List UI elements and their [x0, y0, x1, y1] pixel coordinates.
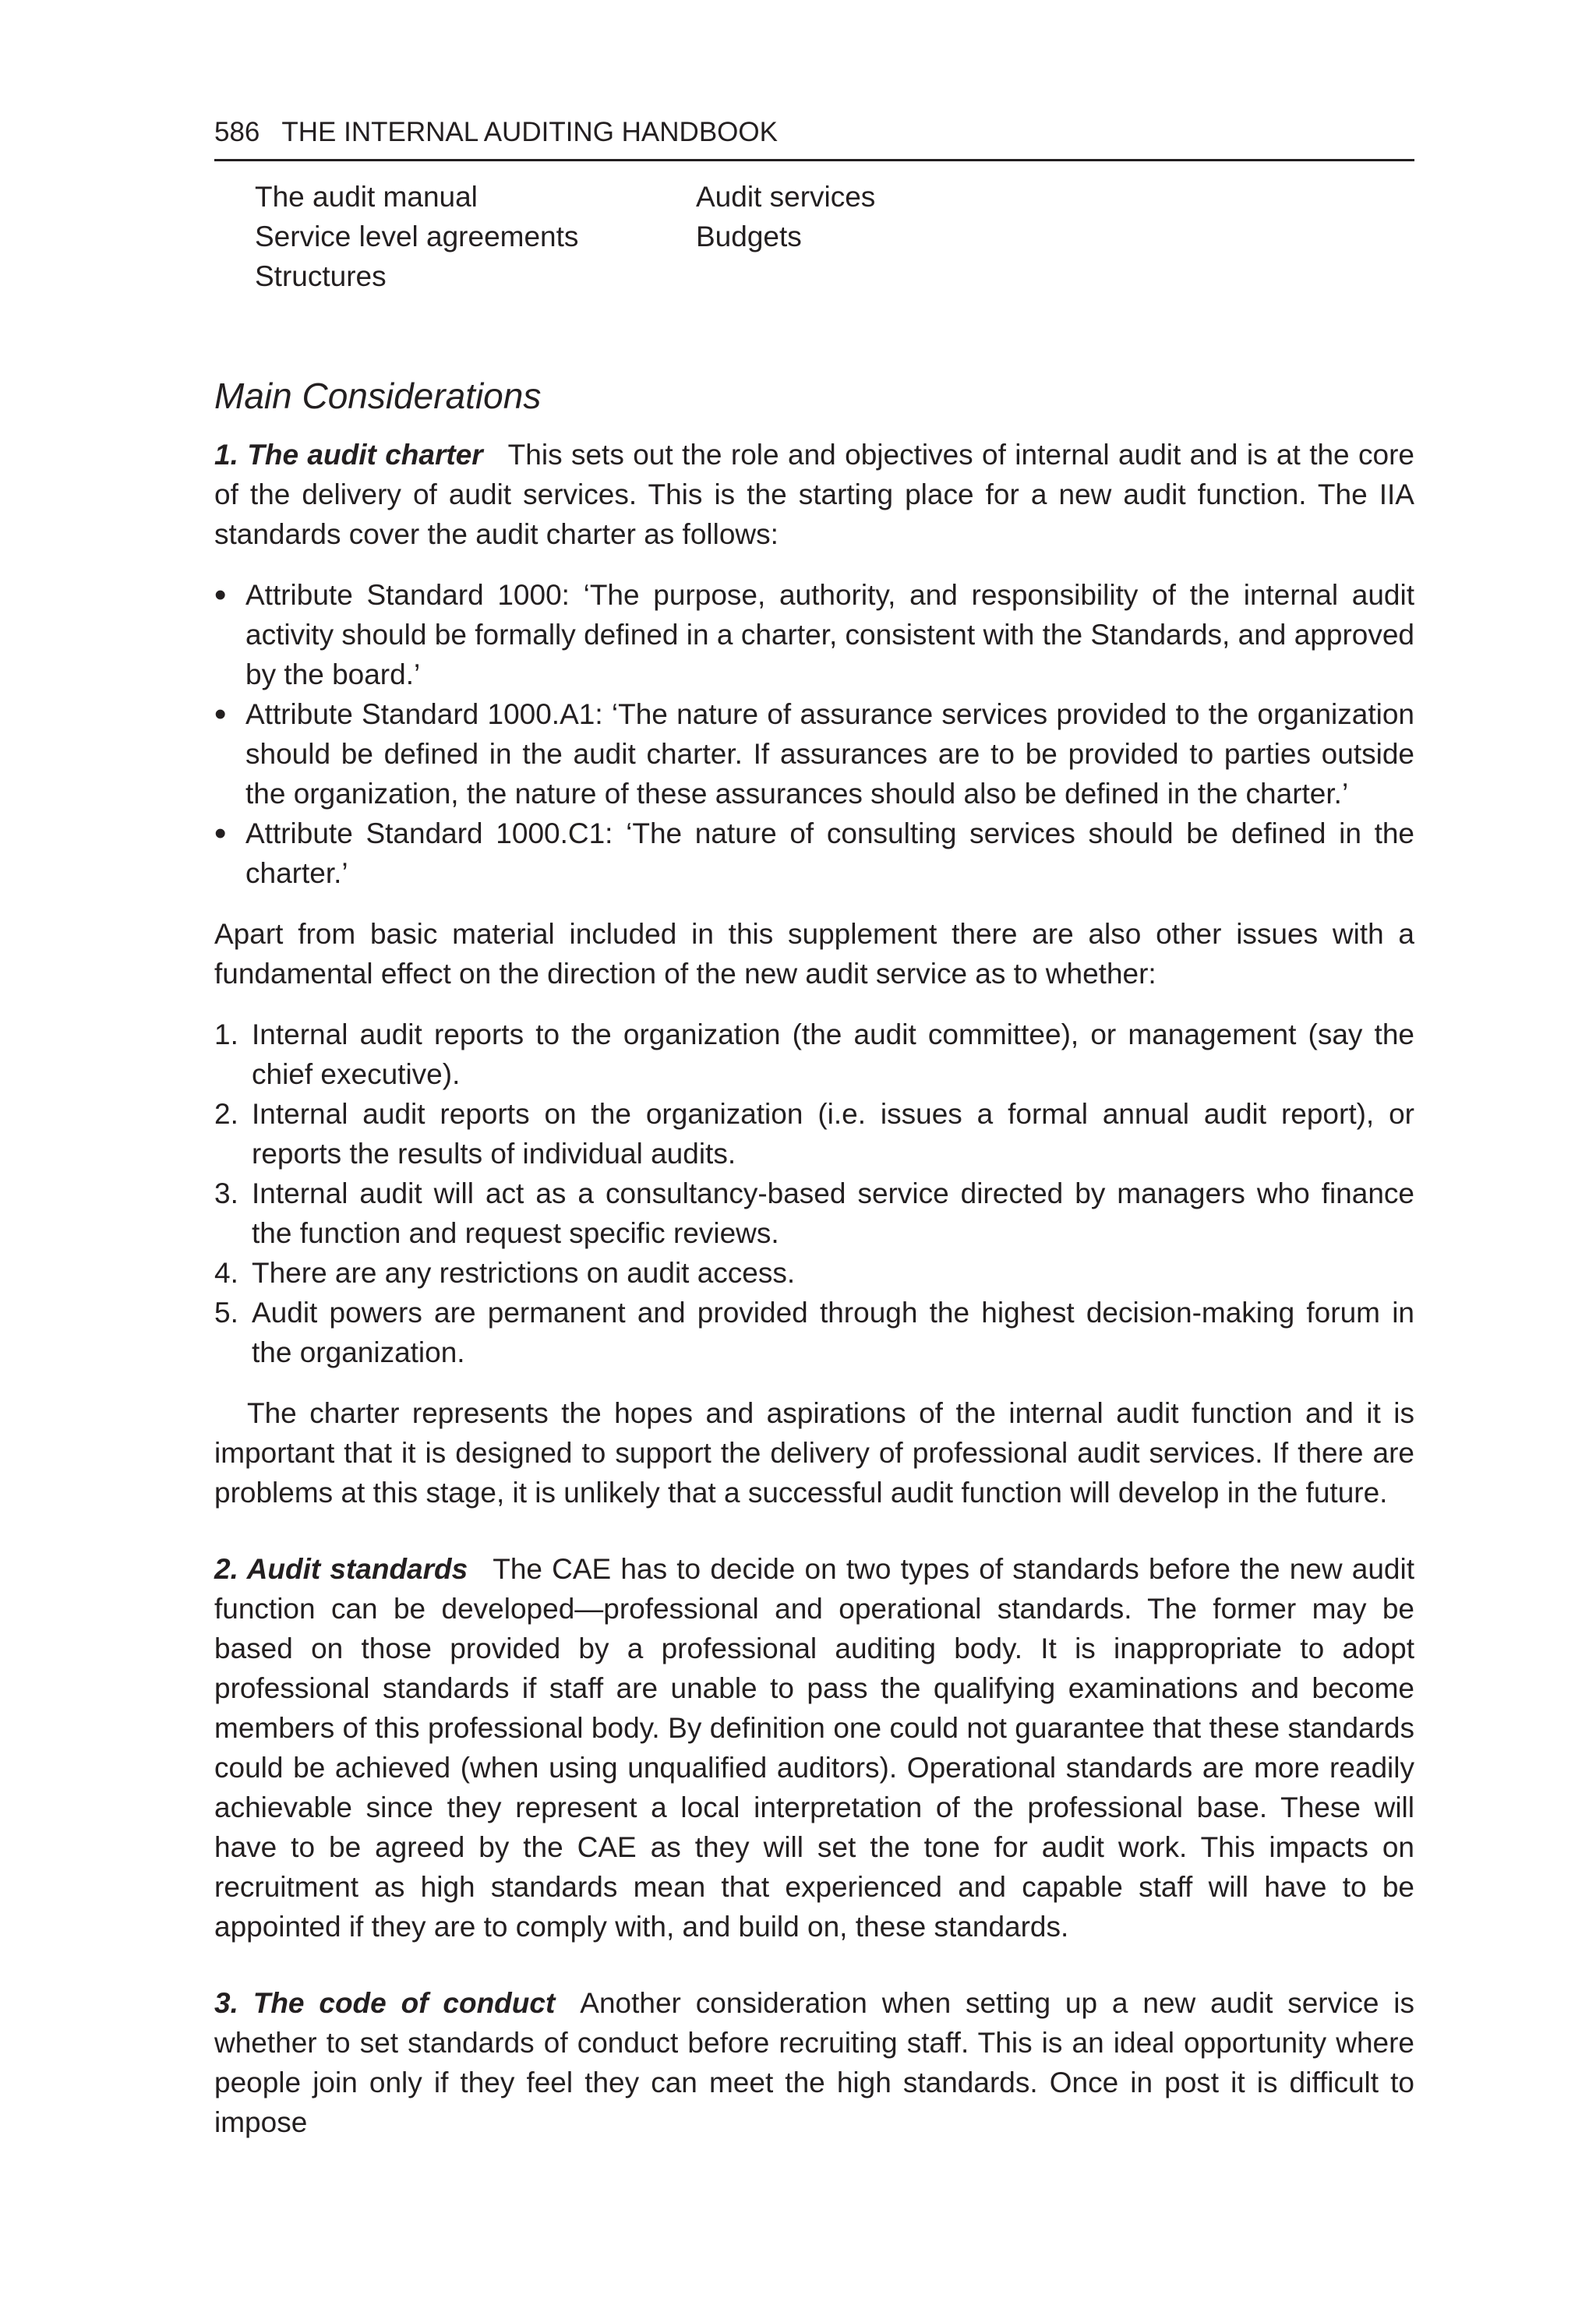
page	[214, 117, 1414, 2142]
item-number: 5.	[214, 1297, 238, 1329]
topic-item: The audit manual	[255, 181, 478, 213]
item-number: 3.	[214, 1177, 238, 1209]
audit-standards-paragraph	[214, 1549, 1414, 1947]
code-of-conduct-text: Another consideration when setting up a new audit service is whether to set standards of conduct before recruiting staff. This is an ideal opportunity where people join only if they feel they can meet the high standards. Once in post it is difficult to impose	[214, 1987, 1414, 2138]
book-title: THE INTERNAL AUDITING HANDBOOK	[281, 117, 778, 147]
running-head	[214, 117, 1414, 161]
item-text: Audit powers are permanent and provided through the highest decision-making forum in the organization.	[252, 1297, 1414, 1368]
bullet-item: • Attribute Standard 1000.A1: ‘The nature of assurance services provided to the organization should be defined in the audit charter. If assurances are to be provided to parties outside the organization, the nature of these assurances should also be defined in the charter.’	[245, 694, 1414, 814]
item-text: Internal audit reports to the organization (the audit committee), or management (say the chief executive).	[252, 1018, 1414, 1090]
code-of-conduct-heading: 3. The code of conduct	[214, 1987, 556, 2019]
topic-item: Structures	[255, 260, 387, 292]
item-number: 1.	[214, 1018, 238, 1050]
item-text: There are any restrictions on audit access.	[252, 1257, 796, 1289]
item-number: 2.	[214, 1098, 238, 1130]
numbered-item	[214, 1174, 1414, 1253]
audit-standards-heading: 2. Audit standards	[214, 1553, 468, 1585]
numbered-item	[214, 1293, 1414, 1372]
charter-paragraph: The charter represents the hopes and aspirations of the internal audit function and it is important that it is designed to support the delivery of professional audit services. If there are problems at this stage, it is unlikely that a successful audit function will develop in the future.	[214, 1397, 1414, 1509]
issues-numbered-list	[214, 1015, 1414, 1372]
bullet-item: • Attribute Standard 1000.C1: ‘The nature of consulting services should be defined in the charter.’	[245, 814, 1414, 893]
numbered-item	[214, 1094, 1414, 1174]
numbered-item	[214, 1015, 1414, 1094]
section-title: Main Considerations	[214, 376, 542, 416]
standards-bullet-list	[214, 575, 1414, 893]
bullet-item: • Attribute Standard 1000: ‘The purpose, authority, and responsibility of the internal audit activity should be formally defined in a charter, consistent with the Standards, and approved by the board.’	[245, 575, 1414, 694]
item-number: 4.	[214, 1257, 238, 1289]
apart-paragraph: Apart from basic material included in this supplement there are also other issues with a fundamental effect on the direction of the new audit service as to whether:	[214, 918, 1414, 990]
audit-charter-paragraph	[214, 435, 1414, 554]
page-number: 586	[214, 117, 260, 147]
numbered-item	[214, 1253, 1414, 1293]
audit-charter-heading: 1. The audit charter	[214, 439, 483, 471]
audit-charter-text: This sets out the role and objectives of internal audit and is at the core of the delivery of audit services. This is the starting place for a new audit function. The IIA standards cover the audit charter as follows:	[214, 439, 1415, 550]
audit-standards-text: The CAE has to decide on two types of standards before the new audit function can be developed—professional and operational standards. The former may be based on those provided by a professional auditing body. It is inappropriate to adopt professional standards if staff are unable to pass the qualifying examinations and become members of this professional body. By definition one could not guarantee that these standards could be achieved (when using unqualified auditors). Operational standards are more readily achievable since they represent a local interpretation of the professional base. These will have to be agreed by the CAE as they will set the tone for audit work. This impacts on recruitment as high standards mean that experienced and capable staff will have to be appointed if they are to comply with, and build on, these standards.	[214, 1553, 1414, 1943]
topic-item: Budgets	[696, 221, 802, 252]
code-of-conduct-paragraph	[214, 1983, 1414, 2142]
topic-list	[255, 177, 1414, 296]
topic-item: Audit services	[696, 181, 876, 213]
item-text: Internal audit will act as a consultancy-based service directed by managers who finance the function and request specific reviews.	[252, 1177, 1414, 1249]
topic-item: Service level agreements	[255, 221, 579, 252]
item-text: Internal audit reports on the organization (i.e. issues a formal annual audit report), or reports the results of individual audits.	[252, 1098, 1414, 1170]
